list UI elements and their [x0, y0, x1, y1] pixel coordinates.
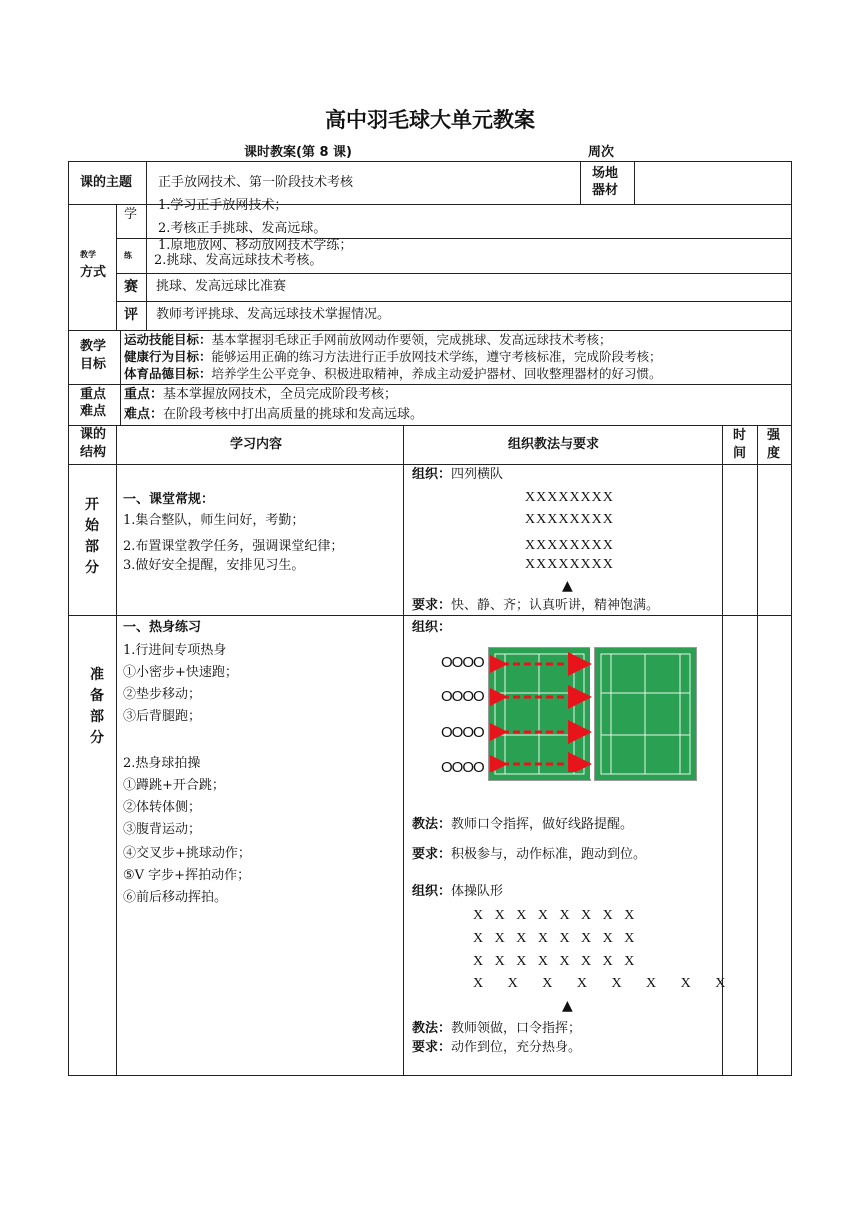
prep-item-3: ②垫步移动； — [123, 687, 202, 702]
student-group-1: OOOO — [441, 654, 484, 671]
start-formation-row-3: XXXXXXXX — [525, 538, 614, 553]
col-content: 学习内容 — [230, 437, 283, 452]
prep-heading: 一、热身练习 — [123, 620, 202, 635]
prep-requirement — [412, 846, 646, 864]
week-label: 周次 — [588, 145, 615, 160]
prep-method-value: 教师口令指挥，做好线路提醒。 — [451, 817, 634, 832]
prep-org2-value: 体操队形 — [451, 884, 504, 899]
arrow-lanes — [490, 652, 600, 772]
prep-method — [412, 816, 633, 834]
method-practice-line2: 2.挑球、发高远球技术考核。 — [154, 253, 323, 268]
start-section-label: 开 始 部 分 — [85, 497, 99, 576]
method-label: 方式 — [80, 265, 107, 280]
method-key-compete: 赛 — [124, 279, 138, 295]
lesson-number: 课时教案(第 8 课) — [244, 145, 352, 160]
topic-value: 正手放网技术、第一阶段技术考核 — [158, 175, 354, 190]
start-formation-row-4: XXXXXXXX — [525, 557, 614, 572]
goal-skill — [124, 331, 612, 349]
start-req-value: 快、静、齐；认真听讲，精神饱满。 — [451, 598, 660, 613]
col-time-2: 间 — [733, 446, 747, 461]
prep-method2-value: 教师领做，口令指挥； — [451, 1021, 582, 1036]
col-structure-2: 结构 — [80, 445, 107, 460]
prep-item-2: ①小密步+快速跑； — [123, 665, 238, 680]
start-formation-row-2: XXXXXXXX — [525, 512, 614, 527]
prep-item-11: ⑥前后移动挥拍。 — [123, 890, 228, 905]
col-intensity-2: 度 — [767, 446, 781, 461]
prep-method2-label: 教法： — [412, 1021, 452, 1036]
prep-req-value: 积极参与，动作标准，跑动到位。 — [451, 847, 647, 862]
prep-method2 — [412, 1020, 581, 1038]
difficult-point — [124, 406, 423, 424]
prep-formation-row-4: X X X X X X X X — [473, 976, 727, 991]
key-point-key: 重点： — [124, 387, 164, 402]
col-intensity-1: 强 — [767, 428, 781, 443]
prep-item-5: 2.热身球拍操 — [123, 756, 201, 771]
goal-skill-key: 运动技能目标： — [124, 332, 212, 347]
goals-label-1: 教学 — [80, 339, 107, 354]
method-key-evaluate: 评 — [124, 307, 138, 323]
student-group-3: OOOO — [441, 724, 484, 741]
col-structure-1: 课的 — [80, 427, 107, 442]
goal-health-key: 健康行为目标： — [124, 349, 212, 364]
prep-item-6: ①蹲跳+开合跳； — [123, 778, 225, 793]
method-compete-line1: 挑球、发高远球比准赛 — [156, 279, 287, 294]
keys-label-2: 难点 — [80, 404, 107, 419]
start-item-3: 3.做好安全提醒，安排见习生。 — [123, 558, 305, 573]
start-req-label: 要求： — [412, 598, 452, 613]
col-time-1: 时 — [733, 428, 747, 443]
prep-item-9: ④交叉步+挑球动作； — [123, 846, 251, 861]
teacher-triangle-icon: ▲ — [562, 578, 573, 594]
goals-label-2: 目标 — [80, 357, 107, 372]
prep-org-label: 组织： — [412, 620, 452, 635]
method-learn-line1: 1.学习正手放网技术； — [158, 198, 288, 213]
goal-skill-value: 基本掌握羽毛球正手网前放网动作要领，完成挑球、发高远球技术考核； — [211, 332, 612, 347]
prep-org2 — [412, 883, 503, 901]
prep-item-7: ②体转体侧； — [123, 800, 202, 815]
start-org-value: 四列横队 — [451, 467, 504, 482]
page-title: 高中羽毛球大单元教案 — [325, 108, 535, 132]
prep-req2-value: 动作到位，充分热身。 — [451, 1040, 582, 1055]
method-key-learn: 学 — [124, 207, 138, 222]
start-item-1: 1.集合整队，师生问好，考勤； — [123, 513, 305, 528]
prep-org2-label: 组织： — [412, 884, 452, 899]
keys-label-1: 重点 — [80, 387, 107, 402]
student-group-4: OOOO — [441, 759, 484, 776]
start-org — [412, 466, 503, 484]
prep-item-10: ⑤V 字步+挥拍动作； — [123, 868, 251, 883]
prep-item-1: 1.行进间专项热身 — [123, 643, 227, 658]
start-org-label: 组织： — [412, 467, 452, 482]
venue-label: 场地器材 — [592, 166, 619, 198]
method-practice-line1: 1.原地放网、移动放网技术学练； — [158, 238, 353, 253]
start-requirement — [412, 597, 659, 615]
method-key-practice: 练 — [124, 251, 132, 260]
prep-req-label: 要求： — [412, 847, 452, 862]
goal-ethics-key: 体育品德目标： — [124, 366, 212, 381]
topic-label: 课的主题 — [80, 175, 133, 190]
prep-req2-label: 要求： — [412, 1040, 452, 1055]
method-label-small: 教学 — [80, 250, 96, 259]
prep-requirement2 — [412, 1039, 581, 1057]
start-item-2: 2.布置课堂教学任务，强调课堂纪律； — [123, 539, 344, 554]
difficult-point-key: 难点： — [124, 407, 164, 422]
prep-formation-row-3: X X X X X X X X — [473, 954, 636, 969]
goal-ethics-value: 培养学生公平竞争、积极进取精神，养成主动爱护器材、回收整理器材的好习惯。 — [211, 366, 662, 381]
start-formation-row-1: XXXXXXXX — [525, 490, 614, 505]
goal-health — [124, 348, 662, 366]
start-heading: 一、课堂常规： — [123, 492, 215, 507]
method-evaluate-line1: 教师考评挑球、发高远球技术掌握情况。 — [156, 307, 391, 322]
prep-formation-row-1: X X X X X X X X — [473, 908, 636, 923]
col-org: 组织教法与要求 — [508, 437, 600, 452]
method-learn-line2: 2.考核正手挑球、发高远球。 — [158, 221, 327, 236]
court-right — [594, 647, 697, 781]
difficult-point-value: 在阶段考核中打出高质量的挑球和发高远球。 — [163, 407, 424, 422]
prep-item-4: ③后背腿跑； — [123, 709, 202, 724]
prep-formation-row-2: X X X X X X X X — [473, 931, 636, 946]
teacher-triangle-icon: ▲ — [562, 998, 573, 1014]
key-point — [124, 386, 397, 404]
key-point-value: 基本掌握放网技术，全员完成阶段考核； — [163, 387, 398, 402]
goal-ethics — [124, 365, 662, 383]
prep-method-label: 教法： — [412, 817, 452, 832]
student-group-2: OOOO — [441, 688, 484, 705]
prep-section-label: 准 备 部 分 — [90, 667, 104, 746]
prep-item-8: ③腹背运动； — [123, 822, 202, 837]
goal-health-value: 能够运用正确的练习方法进行正手放网技术学练，遵守考核标准，完成阶段考核； — [211, 349, 662, 364]
